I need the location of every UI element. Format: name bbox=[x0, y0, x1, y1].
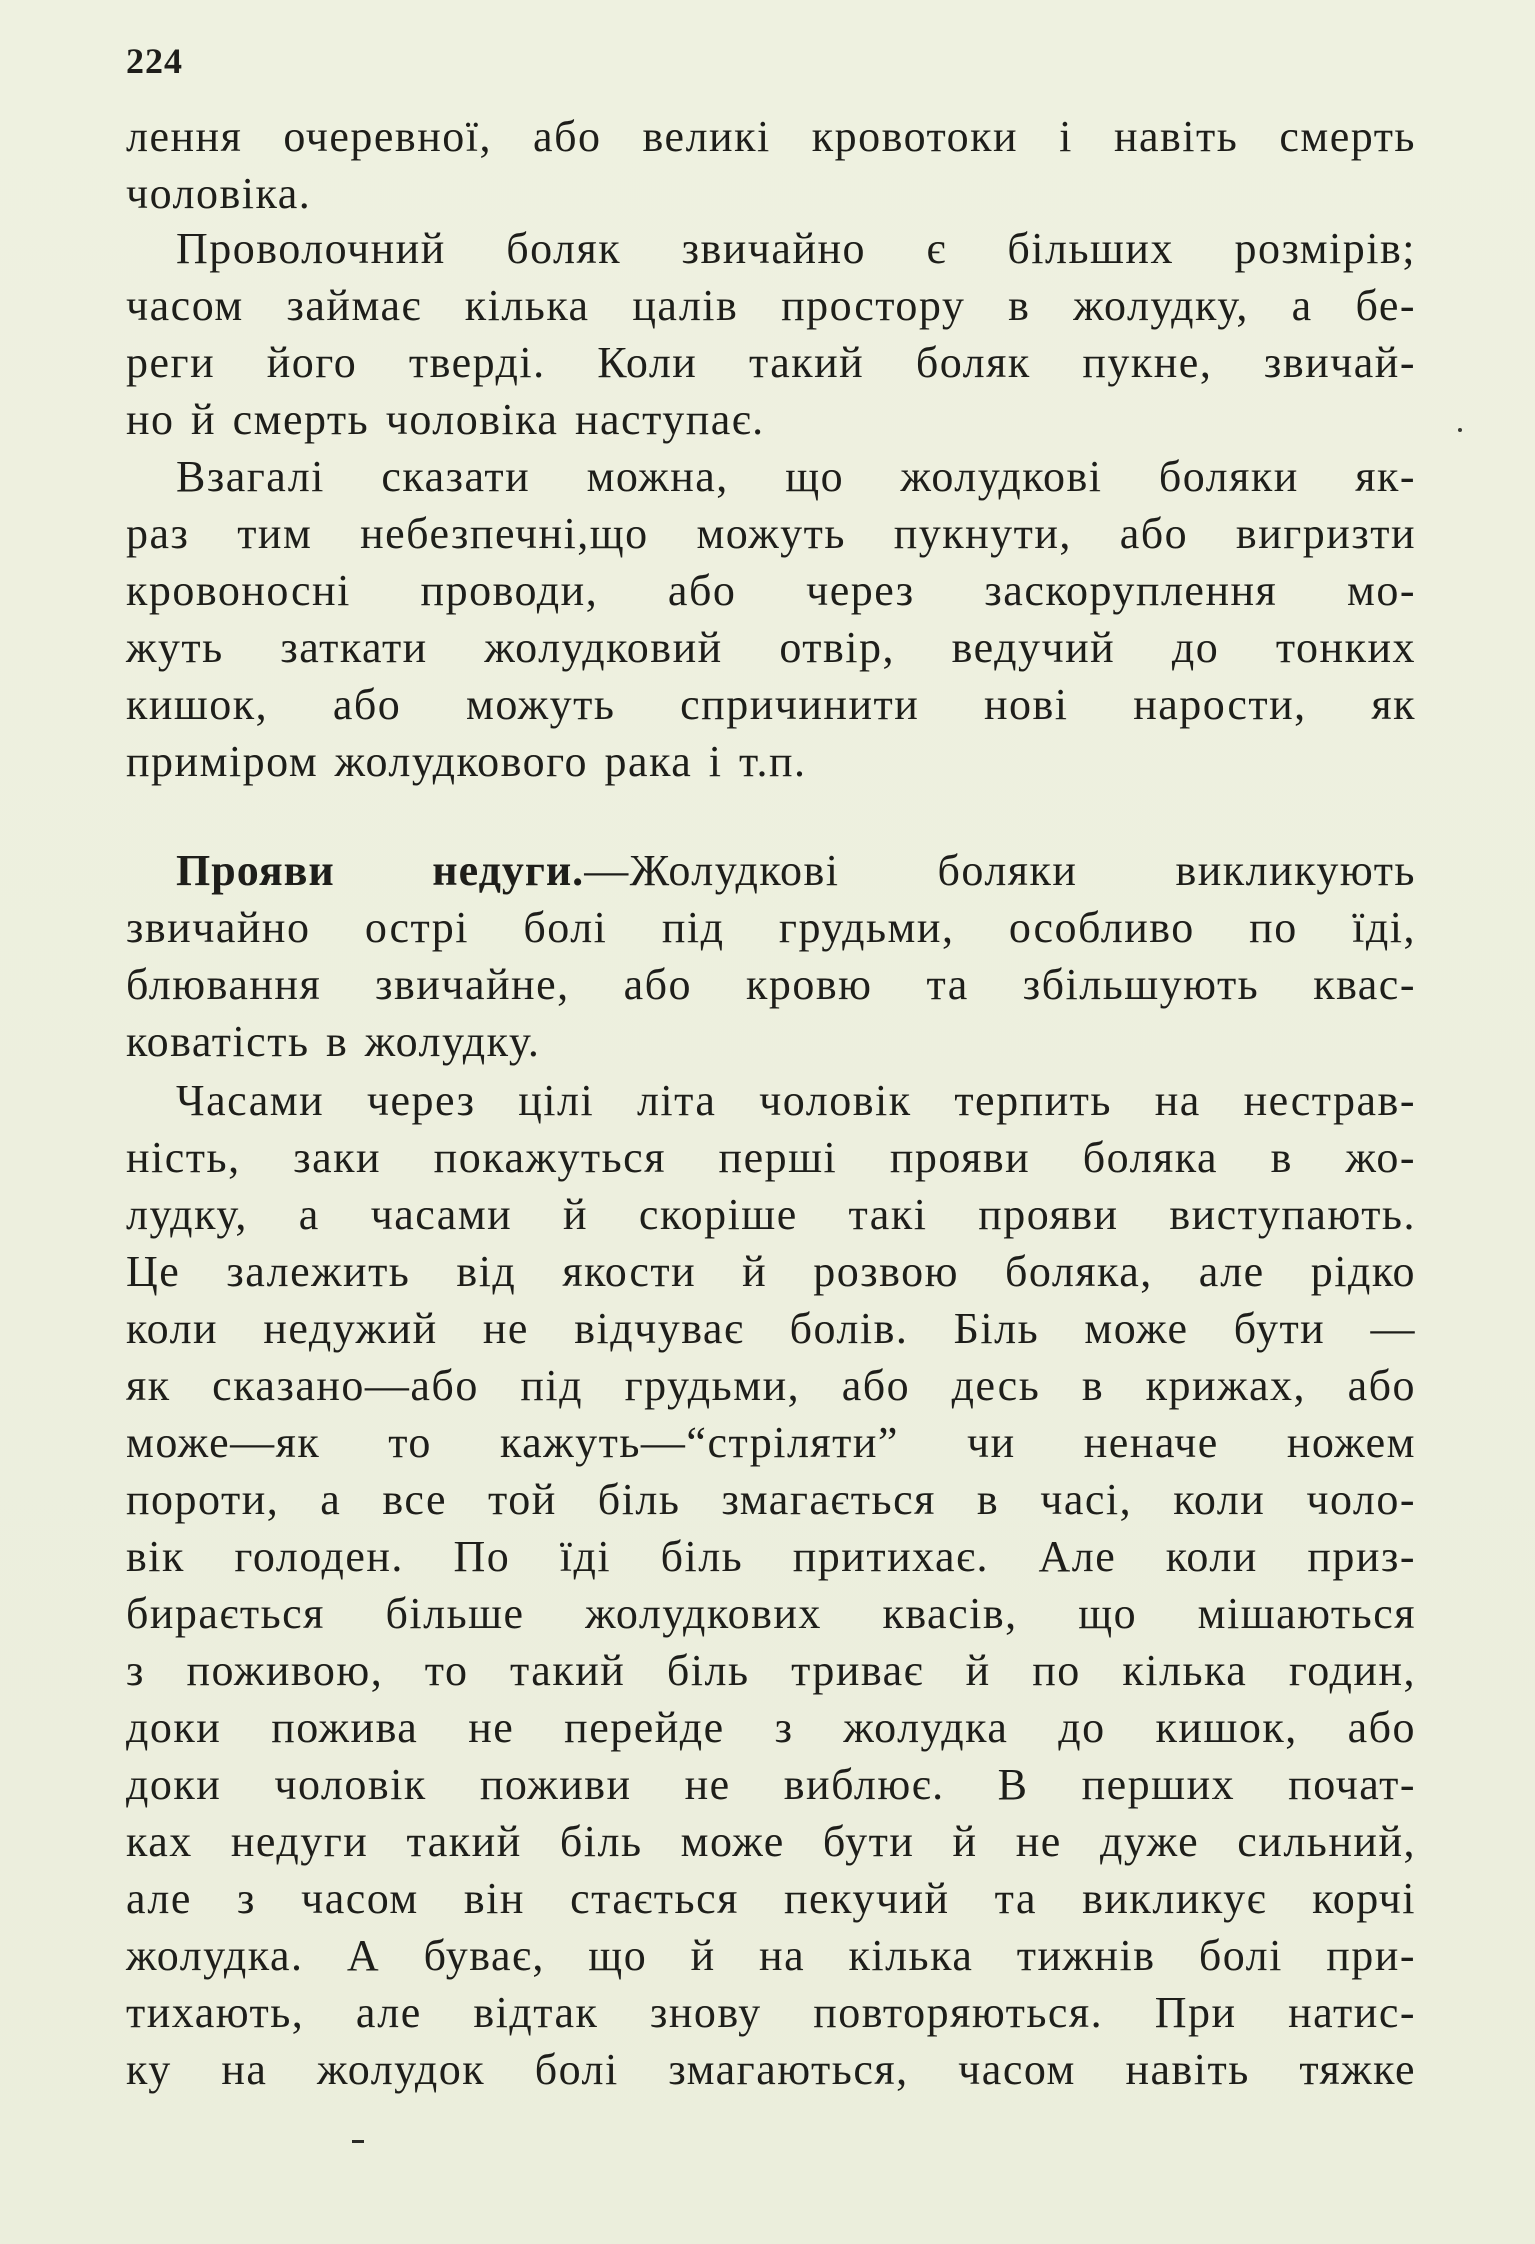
text-line: але з часом він стається пекучий та викликує корчі bbox=[126, 1874, 1416, 1923]
text-line: як сказано—або під грудьми, або десь в крижах, або bbox=[126, 1361, 1416, 1410]
text-line: Проволочний боляк звичайно є більших розмірів; bbox=[176, 224, 1416, 273]
text-line: ках недуги такий біль може бути й не дуже сильний, bbox=[126, 1817, 1416, 1866]
text-line: доки пожива не перейде з жолудка до кишок, або bbox=[126, 1703, 1416, 1752]
text-line: чоловіка. bbox=[126, 169, 312, 218]
paragraph-pain bbox=[126, 1072, 1416, 2098]
text-line: часом займає кілька цалів простору в жолудку, а бе- bbox=[126, 281, 1416, 330]
text-line: кровоносні проводи, або через заскоруплення мо- bbox=[126, 566, 1416, 615]
text-line: лення очеревної, або великі кровотоки і навіть смерть bbox=[126, 112, 1416, 161]
text-line: вік голоден. По їді біль притихає. Але коли приз- bbox=[126, 1532, 1416, 1581]
text-line: лудку, а часами й скоріше такі прояви виступають. bbox=[126, 1190, 1416, 1239]
text-line: ність, заки покажуться перші прояви боляка в жо- bbox=[126, 1133, 1416, 1182]
page-number: 224 bbox=[126, 41, 183, 81]
section-heading-continuation: —Жолудкові боляки викликують bbox=[584, 846, 1417, 895]
text-line: Часами через цілі літа чоловік терпить на нестрав- bbox=[176, 1076, 1416, 1125]
text-line: блювання звичайне, або кровю та збільшують квас- bbox=[126, 960, 1416, 1009]
text-line: коли недужий не відчуває болів. Біль може бути — bbox=[126, 1304, 1416, 1353]
text-line: бирається більше жолудкових квасів, що мішаються bbox=[126, 1589, 1416, 1638]
text-line: жолудка. А буває, що й на кілька тижнів болі при- bbox=[126, 1931, 1416, 1980]
section-heading: Прояви недуги. bbox=[176, 846, 585, 895]
text-line: коватість в жолудку. bbox=[126, 1017, 541, 1066]
text-line bbox=[126, 842, 1416, 899]
text-line: Взагалі сказати можна, що жолудкові боляки як- bbox=[176, 452, 1416, 501]
text-line: звичайно острі болі під грудьми, особливо по їді, bbox=[126, 903, 1416, 952]
text-line: раз тим небезпечні,що можуть пукнути, або вигризти bbox=[126, 509, 1416, 558]
text-line: тихають, але відтак знову повторяються. При натис- bbox=[126, 1988, 1416, 2037]
paragraph-wire-ulcer bbox=[126, 220, 1416, 448]
paragraph-danger bbox=[126, 448, 1416, 790]
text-line: жуть заткати жолудковий отвір, ведучий до тонких bbox=[126, 623, 1416, 672]
text-line: пороти, а все той біль змагається в часі, коли чоло- bbox=[126, 1475, 1416, 1524]
text-line: но й смерть чоловіка наступає. bbox=[126, 395, 765, 444]
text-line: приміром жолудкового рака і т.п. bbox=[126, 737, 807, 786]
text-line: реги його тверді. Коли такий боляк пукне, звичай- bbox=[126, 338, 1416, 387]
paragraph-continuation bbox=[126, 108, 1416, 222]
text-line: ку на жолудок болі змагаються, часом навіть тяжке bbox=[126, 2045, 1416, 2094]
text-line: може—як то кажуть—“стріляти” чи неначе ножем bbox=[126, 1418, 1416, 1467]
text-line: Це залежить від якости й розвою боляка, але рідко bbox=[126, 1247, 1416, 1296]
paper-speck bbox=[1458, 428, 1462, 432]
section-symptoms bbox=[126, 842, 1416, 1070]
text-line: з поживою, то такий біль триває й по кілька годин, bbox=[126, 1646, 1416, 1695]
text-line: доки чоловік поживи не виблює. В перших почат- bbox=[126, 1760, 1416, 1809]
bottom-mark bbox=[352, 2140, 364, 2143]
text-line: кишок, або можуть спричинити нові нарости, як bbox=[126, 680, 1416, 729]
